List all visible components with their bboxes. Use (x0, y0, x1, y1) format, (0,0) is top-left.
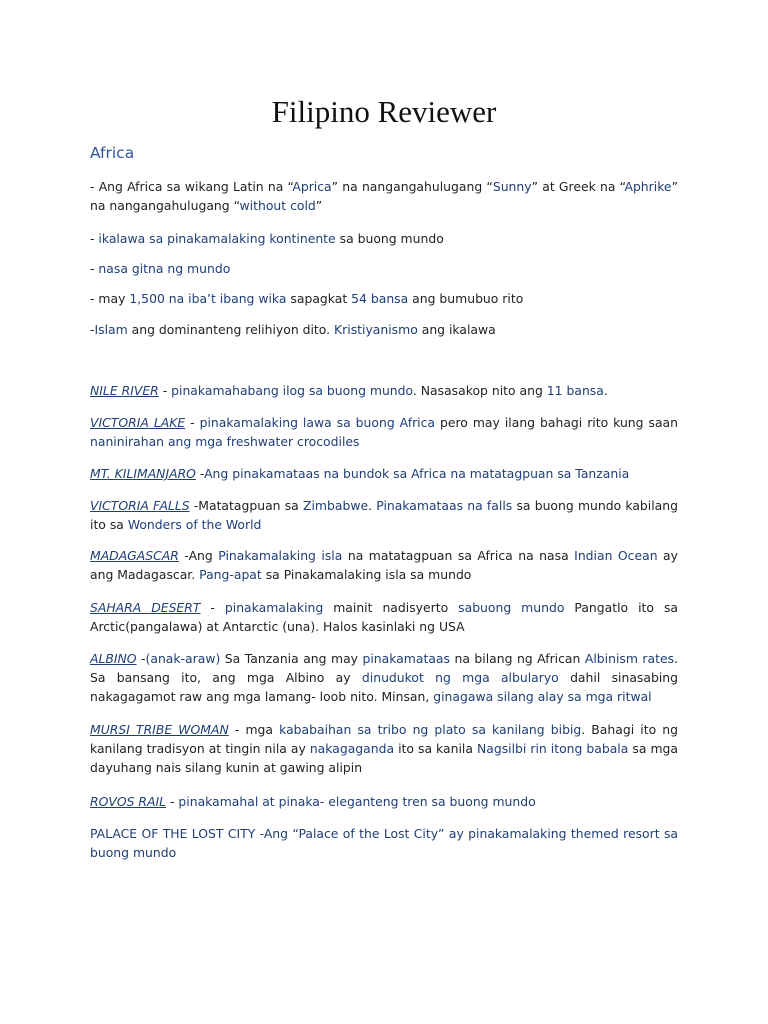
highlighted-text: Indian Ocean (574, 548, 658, 563)
text-run: - (136, 651, 146, 666)
highlighted-text: 11 bansa (546, 383, 604, 398)
highlighted-text: Islam (94, 322, 128, 337)
highlighted-text: pinakamalaking (224, 600, 324, 615)
highlighted-text: Ang pinakamataas na bundok sa Africa na matatagpuan sa Tanzania (204, 466, 630, 481)
highlighted-text: Wonders of the World (127, 517, 262, 532)
highlighted-text: kababaihan sa tribo ng plato sa kanilang bibig (279, 722, 582, 737)
text-run: . (368, 498, 377, 513)
paragraph (90, 320, 678, 339)
highlighted-text: pinakamataas (362, 651, 450, 666)
text-run: Pangatlo ito sa Arctic(pangalawa) at Antarctic (una). Halos kasinlaki ng USA (90, 600, 678, 634)
paragraph (90, 720, 678, 777)
term-label: SAHARA DESERT (90, 600, 201, 615)
term-label: VICTORIA LAKE (90, 415, 186, 430)
document-title: Filipino Reviewer (271, 94, 497, 129)
text-run: na matatagpuan sa Africa na nasa (342, 548, 575, 563)
term-label: ALBINO (90, 651, 137, 666)
text-run: ” na nangangahulugang “ (331, 179, 493, 194)
highlighted-text: (anak-araw) (145, 651, 221, 666)
paragraph (90, 824, 678, 862)
highlighted-text: Pinakamataas na falls (376, 498, 513, 513)
highlighted-text: ginagawa silang alay sa mga ritwal (433, 689, 652, 704)
paragraph (90, 413, 678, 451)
paragraph (90, 496, 678, 534)
text-run: pero may ilang bahagi rito kung saan (435, 415, 678, 430)
highlighted-text: nakagaganda (309, 741, 395, 756)
highlighted-text: pinakamahal at pinaka- eleganteng tren sa buong mundo (178, 794, 536, 809)
text-run: . Nasasakop nito ang (412, 383, 547, 398)
term-label: MURSI TRIBE WOMAN (90, 722, 229, 737)
highlighted-text: without cold (239, 198, 316, 213)
text-run: Sa Tanzania ang may (220, 651, 363, 666)
text-run: sa Pinakamalaking isla sa mundo (261, 567, 472, 582)
text-run: -Matatagpuan sa (189, 498, 303, 513)
text-run: sa buong mundo kabilang ito sa (90, 498, 678, 532)
paragraph (90, 792, 678, 811)
term-label: ROVOS RAIL (90, 794, 167, 809)
highlighted-text: Sunny (492, 179, 532, 194)
text-run: - (195, 466, 205, 481)
highlighted-text: Aprica (292, 179, 332, 194)
text-run: - (90, 261, 99, 276)
highlighted-text: Pinakamalaking isla (218, 548, 343, 563)
text-run: na bilang ng African (449, 651, 585, 666)
text-run: mainit nadisyerto (323, 600, 459, 615)
highlighted-text: Aphrike (624, 179, 672, 194)
term-label: MT. KILIMANJARO (90, 466, 196, 481)
text-run: - (200, 600, 225, 615)
text-run: -Ang (178, 548, 219, 563)
text-run: sa buong mundo (335, 231, 444, 246)
paragraph (90, 546, 678, 584)
text-run: . Sa bansang ito, ang mga Albino ay (90, 651, 678, 685)
text-run: - (166, 794, 179, 809)
highlighted-text: sabuong mundo (458, 600, 565, 615)
text-run: sapagkat (286, 291, 352, 306)
text-run: ang dominanteng relihiyon dito. (127, 322, 335, 337)
highlighted-text: pinakamalaking lawa sa buong Africa (199, 415, 436, 430)
paragraph (90, 289, 678, 308)
highlighted-text: Nagsilbi rin itong babala (476, 741, 629, 756)
highlighted-text: 1,500 na iba’t ibang wika (129, 291, 287, 306)
text-run: - (185, 415, 200, 430)
highlighted-text: nasa gitna ng mundo (98, 261, 231, 276)
highlighted-text: naninirahan ang mga freshwater crocodiles (90, 434, 360, 449)
highlighted-text: Pang-apat (199, 567, 262, 582)
text-run: ang ikalawa (417, 322, 496, 337)
text-run: - (90, 231, 99, 246)
text-run: . (603, 383, 608, 398)
paragraph (90, 649, 678, 706)
paragraph (90, 177, 678, 215)
paragraph (90, 229, 678, 248)
highlighted-text: dinudukot ng mga albularyo (361, 670, 559, 685)
term-label: NILE RIVER (90, 383, 159, 398)
text-run: sa mga dayuhang nais silang kunin at gawing alipin (90, 741, 678, 775)
highlighted-text: ikalawa sa pinakamalaking kontinente (98, 231, 336, 246)
text-run: ” (315, 198, 323, 213)
paragraph (90, 464, 678, 483)
highlighted-text: 54 bansa (351, 291, 409, 306)
text-run: - mga (228, 722, 280, 737)
text-run: . Bahagi ito ng kanilang tradisyon at tingin nila ay (90, 722, 678, 756)
highlighted-text: Kristiyanismo (334, 322, 418, 337)
text-run: ay ang Madagascar. (90, 548, 678, 582)
term-label: MADAGASCAR (90, 548, 179, 563)
text-run: - Ang Africa sa wikang Latin na “ (90, 179, 293, 194)
text-run: ” na nangangahulugang “ (90, 179, 678, 213)
paragraph (90, 259, 678, 278)
highlighted-text: Zimbabwe (303, 498, 369, 513)
text-run: - may (90, 291, 130, 306)
section-heading: Africa (90, 144, 135, 162)
text-run: dahil sinasabing nakagagamot raw ang mga lamang- loob nito. Minsan, (90, 670, 678, 704)
text-run: - (90, 322, 95, 337)
paragraph (90, 381, 678, 400)
text-run: - (158, 383, 172, 398)
highlighted-text: pinakamahabang ilog sa buong mundo (171, 383, 413, 398)
paragraph (90, 598, 678, 636)
text-run: ito sa kanila (394, 741, 477, 756)
term-label: VICTORIA FALLS (90, 498, 190, 513)
text-run: ” at Greek na “ (531, 179, 625, 194)
text-run: ang bumubuo rito (408, 291, 524, 306)
highlighted-text: Albinism rates (584, 651, 675, 666)
highlighted-text: PALACE OF THE LOST CITY -Ang “Palace of the Lost City” ay pinakamalaking themed resort sa buong mundo (90, 826, 678, 860)
